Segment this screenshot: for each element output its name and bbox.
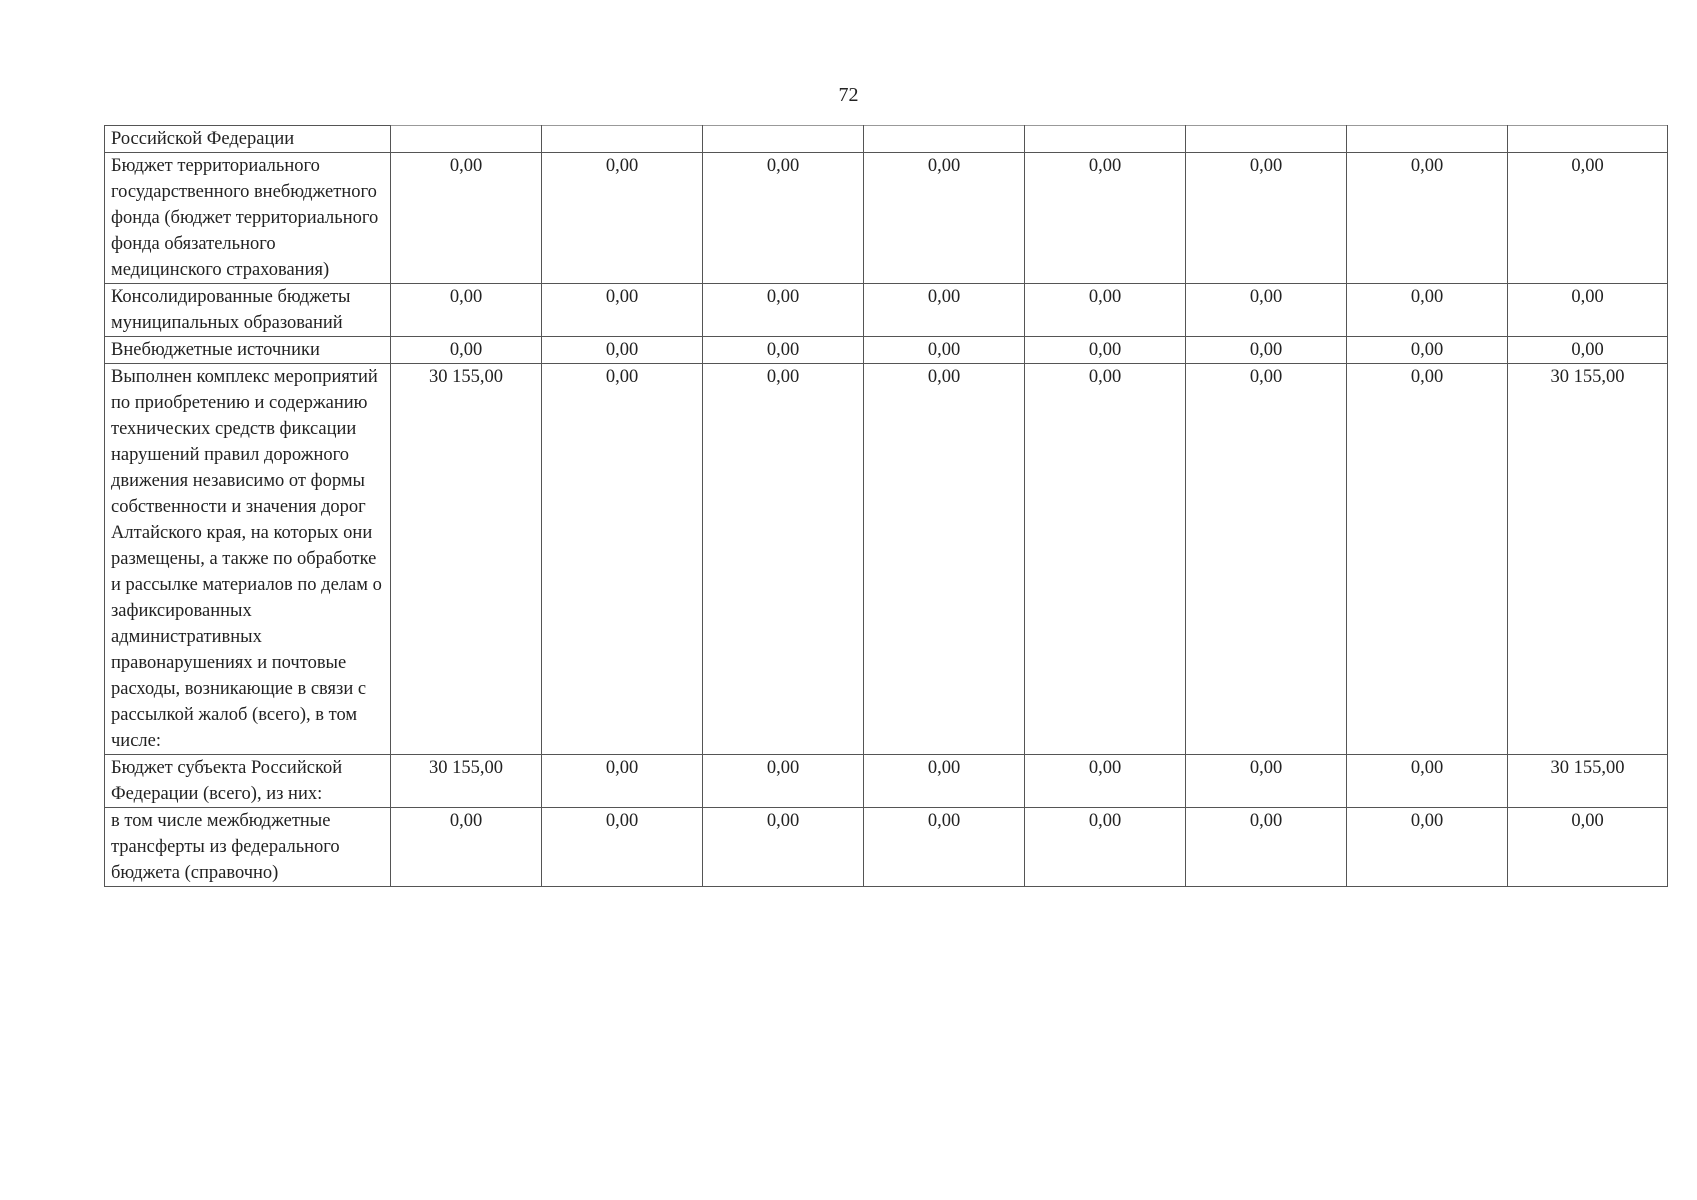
row-label: Бюджет территориального государственного внебюджетного фонда (бюджет территориального фонда обязательного медицинского страхования) — [105, 153, 391, 284]
value-cell: 0,00 — [1347, 364, 1508, 755]
value-cell: 0,00 — [542, 755, 703, 808]
value-cell: 0,00 — [1025, 337, 1186, 364]
table-row — [105, 755, 1668, 808]
value-cell — [1025, 126, 1186, 153]
value-cell: 0,00 — [864, 755, 1025, 808]
value-cell: 0,00 — [391, 337, 542, 364]
value-cell: 0,00 — [1347, 755, 1508, 808]
value-cell: 0,00 — [542, 153, 703, 284]
value-cell: 0,00 — [703, 755, 864, 808]
value-cell — [703, 126, 864, 153]
value-cell: 30 155,00 — [391, 364, 542, 755]
value-cell: 0,00 — [703, 284, 864, 337]
value-cell: 0,00 — [1508, 808, 1668, 887]
value-cell: 0,00 — [1347, 808, 1508, 887]
value-cell: 0,00 — [703, 364, 864, 755]
value-cell: 0,00 — [1186, 337, 1347, 364]
value-cell: 0,00 — [1186, 808, 1347, 887]
value-cell — [864, 126, 1025, 153]
value-cell: 0,00 — [1186, 153, 1347, 284]
row-label: Выполнен комплекс мероприятий по приобретению и содержанию технических средств фиксации нарушений правил дорожного движения независимо от формы собственности и значения дорог Алтайского края, на которых они размещены, а также по обработке и рассылке материалов по делам о зафиксированных административных правонарушениях и почтовые расходы, возникающие в связи с рассылкой жалоб (всего), в том числе: — [105, 364, 391, 755]
row-label: в том числе межбюджетные трансферты из федерального бюджета (справочно) — [105, 808, 391, 887]
value-cell: 0,00 — [1508, 153, 1668, 284]
value-cell: 0,00 — [864, 337, 1025, 364]
value-cell — [391, 126, 542, 153]
value-cell: 0,00 — [542, 364, 703, 755]
value-cell: 0,00 — [1025, 808, 1186, 887]
value-cell: 0,00 — [1186, 364, 1347, 755]
value-cell: 0,00 — [1025, 364, 1186, 755]
value-cell: 0,00 — [391, 284, 542, 337]
value-cell: 0,00 — [1508, 337, 1668, 364]
table-row — [105, 808, 1668, 887]
value-cell: 0,00 — [391, 153, 542, 284]
value-cell: 0,00 — [391, 808, 542, 887]
page-number: 72 — [838, 84, 859, 106]
value-cell: 0,00 — [864, 808, 1025, 887]
value-cell: 30 155,00 — [1508, 364, 1668, 755]
value-cell: 0,00 — [1025, 153, 1186, 284]
row-label: Российской Федерации — [105, 126, 391, 153]
table-row — [105, 337, 1668, 364]
table-row — [105, 364, 1668, 755]
row-label: Бюджет субъекта Российской Федерации (всего), из них: — [105, 755, 391, 808]
value-cell: 0,00 — [1025, 755, 1186, 808]
row-label: Консолидированные бюджеты муниципальных образований — [105, 284, 391, 337]
value-cell: 0,00 — [864, 284, 1025, 337]
value-cell: 0,00 — [1347, 337, 1508, 364]
value-cell: 0,00 — [703, 153, 864, 284]
value-cell: 0,00 — [542, 808, 703, 887]
value-cell: 0,00 — [864, 153, 1025, 284]
budget-table — [104, 125, 1668, 887]
value-cell — [1347, 126, 1508, 153]
value-cell: 0,00 — [1025, 284, 1186, 337]
value-cell: 0,00 — [542, 284, 703, 337]
value-cell: 30 155,00 — [391, 755, 542, 808]
value-cell — [1186, 126, 1347, 153]
value-cell: 0,00 — [1186, 284, 1347, 337]
table-row — [105, 284, 1668, 337]
value-cell: 0,00 — [1347, 284, 1508, 337]
value-cell: 30 155,00 — [1508, 755, 1668, 808]
row-label: Внебюджетные источники — [105, 337, 391, 364]
value-cell: 0,00 — [864, 364, 1025, 755]
value-cell: 0,00 — [1508, 284, 1668, 337]
value-cell: 0,00 — [1347, 153, 1508, 284]
value-cell — [542, 126, 703, 153]
value-cell — [1508, 126, 1668, 153]
value-cell: 0,00 — [542, 337, 703, 364]
value-cell: 0,00 — [703, 808, 864, 887]
value-cell: 0,00 — [1186, 755, 1347, 808]
table-row — [105, 126, 1668, 153]
value-cell: 0,00 — [703, 337, 864, 364]
table-row — [105, 153, 1668, 284]
